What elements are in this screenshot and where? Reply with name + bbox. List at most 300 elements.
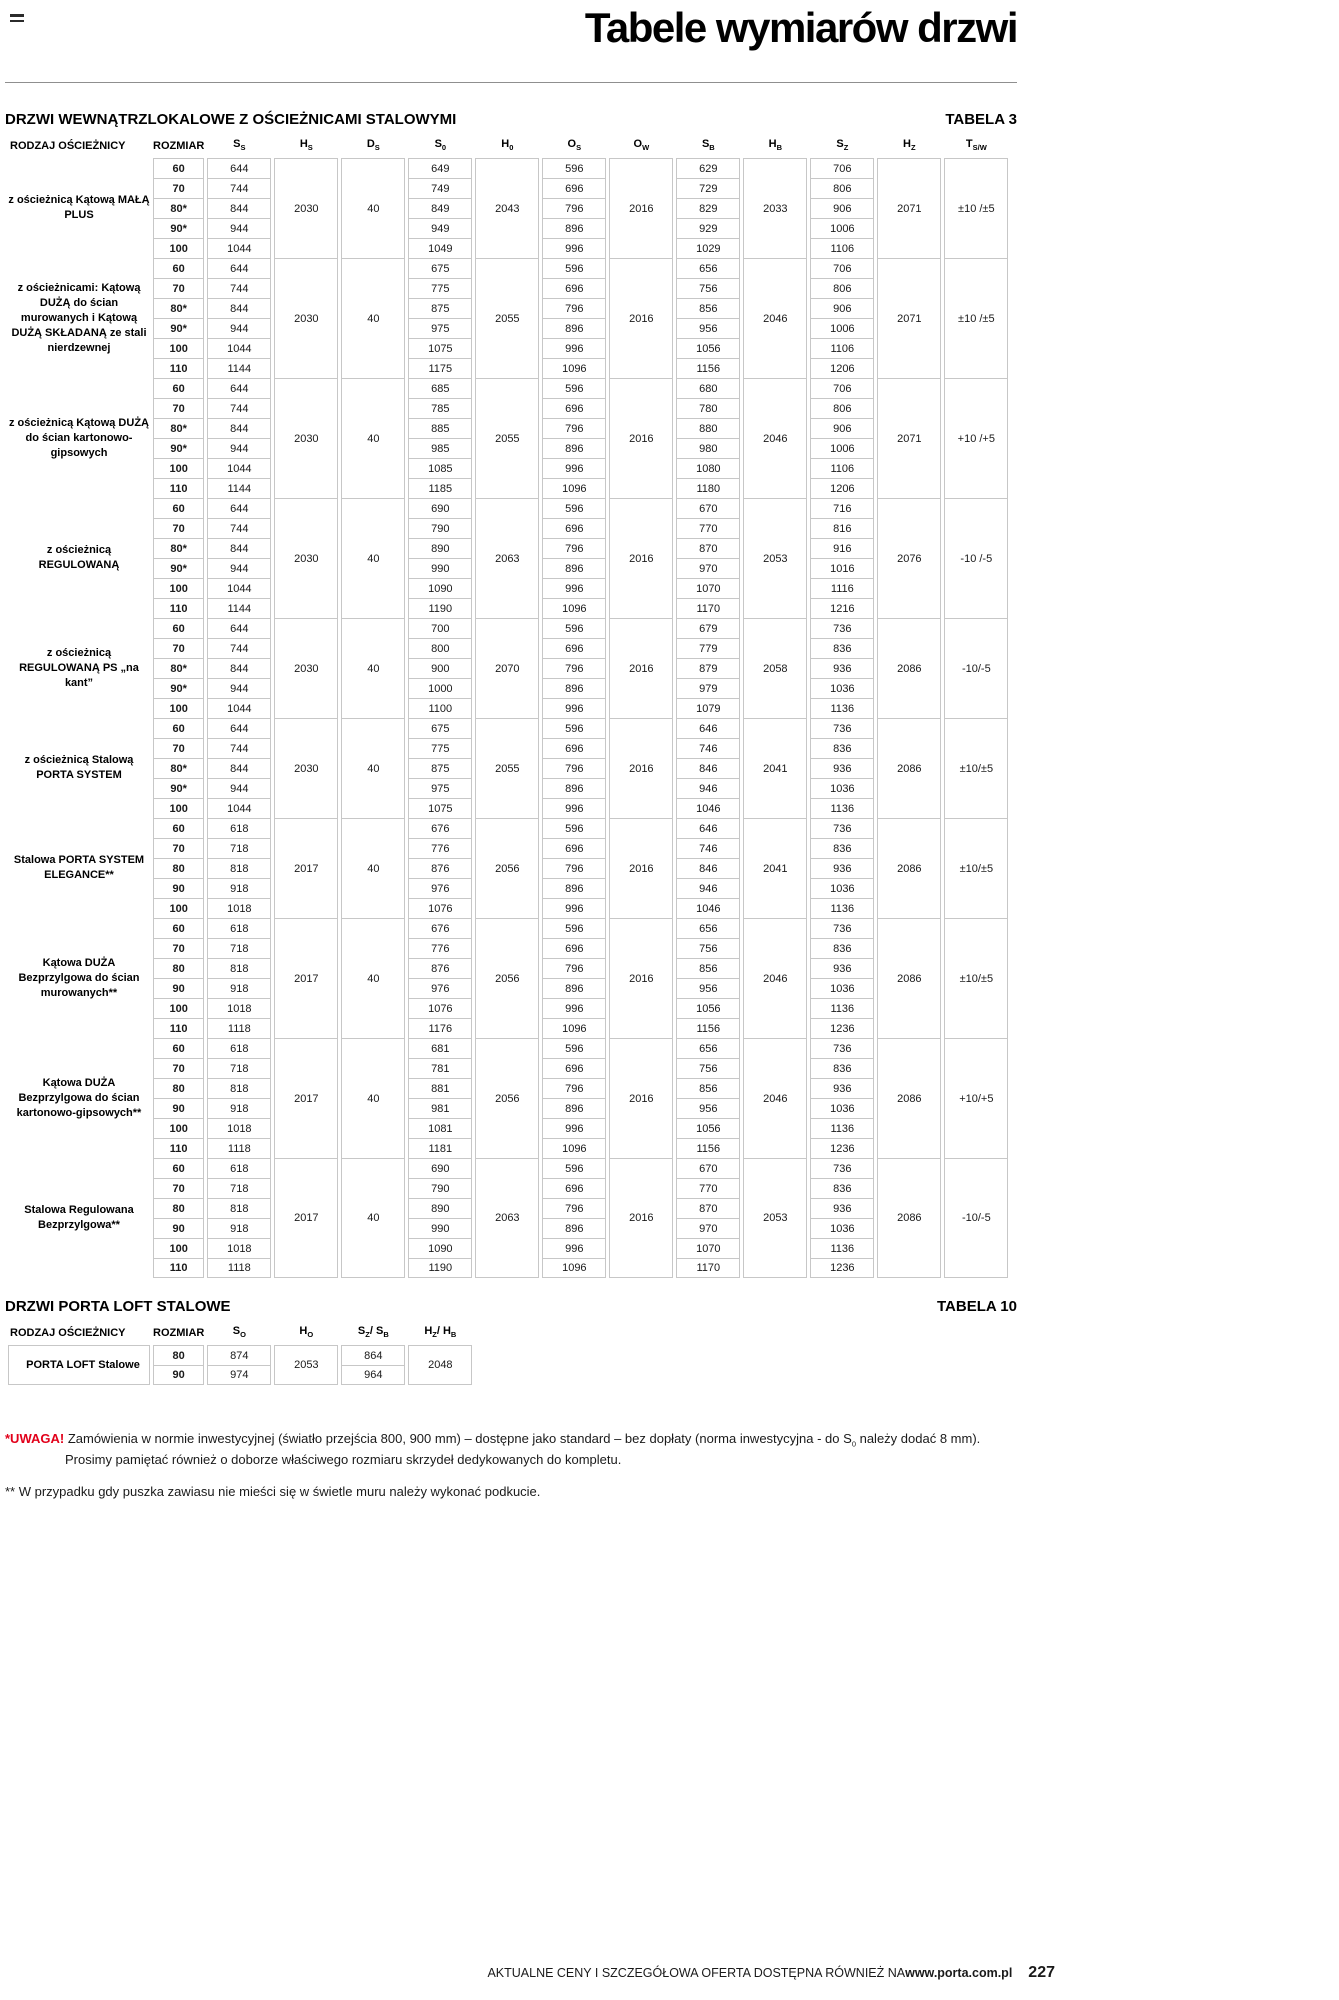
cell-h0: 2063: [475, 1158, 539, 1278]
cell-os: 796: [542, 198, 606, 218]
cell-ss: 944: [207, 218, 271, 238]
footnote-podkucie: ** W przypadku gdy puszka zawiasu nie mieści się w świetle muru należy wykonać podkucie.: [5, 1483, 541, 1499]
cell-os: 896: [542, 1098, 606, 1118]
cell-s0: 849: [408, 198, 472, 218]
cell-ss: 918: [207, 1218, 271, 1238]
cell-sb: 756: [676, 938, 740, 958]
cell-sz: 836: [810, 938, 874, 958]
table-row: [8, 1158, 1008, 1178]
cell-t: ±10/±5: [944, 818, 1008, 918]
cell-hz: 2076: [877, 498, 941, 618]
cell-os: 696: [542, 938, 606, 958]
cell-ds: 40: [341, 378, 405, 498]
cell-sz: 1016: [810, 558, 874, 578]
cell-sb: 946: [676, 878, 740, 898]
cell-ss: 844: [207, 298, 271, 318]
cell-rozmiar: 70: [153, 1178, 204, 1198]
cell-sb: 770: [676, 1178, 740, 1198]
footer-link[interactable]: www.porta.com.pl: [905, 1966, 1013, 1980]
cell-szsb: 864: [341, 1345, 405, 1365]
cell-ss: 944: [207, 678, 271, 698]
cell-s0: 1090: [408, 1238, 472, 1258]
cell-sz: 736: [810, 618, 874, 638]
cell-sz: 836: [810, 738, 874, 758]
cell-sb: 1080: [676, 458, 740, 478]
footer-text: AKTUALNE CENY I SZCZEGÓŁOWA OFERTA DOSTĘPNA RÓWNIEŻ NA: [487, 1966, 906, 1980]
cell-ow: 2016: [609, 498, 673, 618]
cell-ss: 1118: [207, 1138, 271, 1158]
cell-s0: 1190: [408, 1258, 472, 1278]
cell-os: 596: [542, 498, 606, 518]
cell-sz: 706: [810, 378, 874, 398]
col-header-ow: $O_W$: [633, 138, 650, 153]
cell-hz: 2071: [877, 378, 941, 498]
col-header-rozmiar: ROZMIAR: [153, 1327, 205, 1340]
cell-ss: 1018: [207, 998, 271, 1018]
cell-sz: 836: [810, 1058, 874, 1078]
cell-hz: 2071: [877, 158, 941, 258]
cell-rozmiar: 110: [153, 598, 204, 618]
cell-s0: 675: [408, 258, 472, 278]
cell-ss: 644: [207, 618, 271, 638]
cell-h0: 2070: [475, 618, 539, 718]
cell-rozmiar: 70: [153, 738, 204, 758]
cell-rozmiar: 100: [153, 1118, 204, 1138]
cell-ow: 2016: [609, 158, 673, 258]
cell-rozmiar: 80*: [153, 298, 204, 318]
frame-type-label: Stalowa Regulowana Bezprzylgowa**: [24, 1204, 134, 1232]
cell-s0: 890: [408, 1198, 472, 1218]
cell-rozmiar: 60: [153, 918, 204, 938]
cell-ow: 2016: [609, 258, 673, 378]
cell-ow: 2016: [609, 1158, 673, 1278]
cell-s0: 749: [408, 178, 472, 198]
cell-ds: 40: [341, 718, 405, 818]
cell-sz: 706: [810, 158, 874, 178]
col-header-rozmiar: ROZMIAR: [153, 140, 205, 153]
cell-rozmiar: 60: [153, 818, 204, 838]
cell-ss: 844: [207, 198, 271, 218]
cell-ss: 1144: [207, 358, 271, 378]
cell-s0: 1081: [408, 1118, 472, 1138]
cell-rozmiar: 100: [153, 338, 204, 358]
cell-sz: 1136: [810, 998, 874, 1018]
cell-sb: 970: [676, 558, 740, 578]
table10-container: [5, 1321, 1017, 1385]
cell-rozmiar: 90*: [153, 558, 204, 578]
cell-ss: 1018: [207, 1118, 271, 1138]
cell-s0: 1049: [408, 238, 472, 258]
col-header-ss: $S_S$: [233, 138, 246, 153]
cell-os: 596: [542, 258, 606, 278]
cell-os: 696: [542, 178, 606, 198]
section-title-tabela3: DRZWI WEWNĄTRZLOKALOWE Z OŚCIEŻNICAMI STALOWYMI: [5, 111, 457, 129]
cell-rozmiar: 110: [153, 478, 204, 498]
cell-sb: 870: [676, 538, 740, 558]
cell-ss: 844: [207, 418, 271, 438]
cell-rozmiar: 90: [153, 978, 204, 998]
cell-ss: 844: [207, 758, 271, 778]
section-header-tabela10: [5, 1298, 1017, 1315]
cell-os: 996: [542, 798, 606, 818]
table-row: [8, 158, 1008, 178]
cell-ss: 718: [207, 938, 271, 958]
cell-sz: 936: [810, 658, 874, 678]
cell-os: 796: [542, 858, 606, 878]
cell-sb: 746: [676, 838, 740, 858]
cell-ss: 818: [207, 958, 271, 978]
cell-sb: 1056: [676, 1118, 740, 1138]
cell-rozmiar: 100: [153, 798, 204, 818]
cell-os: 896: [542, 878, 606, 898]
cell-sb: 646: [676, 718, 740, 738]
cell-sb: 646: [676, 818, 740, 838]
cell-sz: 1006: [810, 438, 874, 458]
cell-rozmiar: 90: [153, 1098, 204, 1118]
cell-sb: 846: [676, 758, 740, 778]
cell-sz: 806: [810, 178, 874, 198]
cell-os: 896: [542, 1218, 606, 1238]
cell-sb: 1046: [676, 798, 740, 818]
header-row: [8, 134, 1008, 158]
cell-sz: 1136: [810, 798, 874, 818]
cell-s0: 675: [408, 718, 472, 738]
cell-sz: 1006: [810, 318, 874, 338]
cell-rozmiar: 80*: [153, 758, 204, 778]
cell-rozmiar: 70: [153, 1058, 204, 1078]
cell-sb: 856: [676, 958, 740, 978]
cell-ss: 1044: [207, 338, 271, 358]
col-header-os: $O_S$: [567, 138, 582, 153]
cell-sb: 870: [676, 1198, 740, 1218]
cell-s0: 790: [408, 518, 472, 538]
cell-os: 696: [542, 1058, 606, 1078]
cell-s0: 690: [408, 498, 472, 518]
cell-ss: 744: [207, 738, 271, 758]
cell-os: 596: [542, 1158, 606, 1178]
cell-os: 796: [542, 538, 606, 558]
cell-os: 996: [542, 698, 606, 718]
cell-sz: 1106: [810, 238, 874, 258]
frame-type-label: Kątowa DUŻA Bezprzylgowa do ścian kartonowo-gipsowych**: [16, 1077, 142, 1119]
cell-sz: 736: [810, 818, 874, 838]
menu-icon[interactable]: [10, 14, 24, 25]
cell-ow: 2016: [609, 718, 673, 818]
cell-ss: 918: [207, 978, 271, 998]
cell-os: 996: [542, 898, 606, 918]
cell-rozmiar: 90*: [153, 678, 204, 698]
cell-os: 596: [542, 918, 606, 938]
cell-s0: 900: [408, 658, 472, 678]
cell-hz: 2086: [877, 1158, 941, 1278]
cell-os: 896: [542, 318, 606, 338]
cell-os: 596: [542, 818, 606, 838]
cell-os: 996: [542, 458, 606, 478]
table-row: [8, 378, 1008, 398]
cell-sb: 629: [676, 158, 740, 178]
cell-s0: 890: [408, 538, 472, 558]
cell-sb: 979: [676, 678, 740, 698]
cell-sb: 880: [676, 418, 740, 438]
cell-rozmiar: 100: [153, 898, 204, 918]
cell-h0: 2055: [475, 258, 539, 378]
cell-s0: 785: [408, 398, 472, 418]
cell-s0: 881: [408, 1078, 472, 1098]
cell-sz: 936: [810, 1078, 874, 1098]
cell-rozmiar: 60: [153, 618, 204, 638]
cell-s0: 690: [408, 1158, 472, 1178]
cell-hz: 2086: [877, 1038, 941, 1158]
frame-type-label: z ościeżnicami: Kątową DUŻĄ do ścian murowanych i Kątową DUŻĄ SKŁADANĄ ze stali nierdzewnej: [11, 282, 147, 354]
cell-os: 1096: [542, 1138, 606, 1158]
col-header-hb: $H_B$: [768, 138, 783, 153]
cell-os: 796: [542, 298, 606, 318]
cell-os: 596: [542, 378, 606, 398]
cell-sb: 829: [676, 198, 740, 218]
cell-ss: 718: [207, 1178, 271, 1198]
cell-rozmiar: 90: [153, 1365, 204, 1385]
cell-rozmiar: 80: [153, 958, 204, 978]
cell-sz: 1006: [810, 218, 874, 238]
cell-t: -10/-5: [944, 1158, 1008, 1278]
cell-hb: 2053: [743, 498, 807, 618]
cell-s0: 975: [408, 318, 472, 338]
cell-os: 1096: [542, 1258, 606, 1278]
cell-sb: 1180: [676, 478, 740, 498]
cell-rozmiar: 90: [153, 878, 204, 898]
frame-type-label: Kątowa DUŻA Bezprzylgowa do ścian murowanych**: [18, 957, 140, 999]
cell-sz: 736: [810, 918, 874, 938]
cell-sb: 929: [676, 218, 740, 238]
cell-sb: 956: [676, 318, 740, 338]
cell-rozmiar: 60: [153, 718, 204, 738]
cell-h0: 2063: [475, 498, 539, 618]
cell-os: 896: [542, 218, 606, 238]
cell-os: 1096: [542, 1018, 606, 1038]
cell-sz: 1206: [810, 358, 874, 378]
cell-ss: 1044: [207, 698, 271, 718]
cell-h0: 2055: [475, 378, 539, 498]
cell-sz: 806: [810, 398, 874, 418]
col-header-rodzaj: RODZAJ OŚCIEŻNICY: [10, 1327, 126, 1340]
cell-sb: 679: [676, 618, 740, 638]
cell-ss: 1044: [207, 238, 271, 258]
cell-t: +10 /+5: [944, 378, 1008, 498]
cell-s0: 985: [408, 438, 472, 458]
col-header-ds: $D_S$: [366, 138, 380, 153]
cell-sz: 1036: [810, 678, 874, 698]
cell-s0: 885: [408, 418, 472, 438]
cell-os: 896: [542, 438, 606, 458]
footnotes: [5, 1429, 1015, 1501]
cell-s0: 1100: [408, 698, 472, 718]
col-header-hzhb: $H_Z/$ $H_B$: [424, 1325, 457, 1340]
header-row: [8, 1321, 472, 1345]
cell-s0: 990: [408, 1218, 472, 1238]
cell-sb: 656: [676, 918, 740, 938]
cell-sb: 1156: [676, 358, 740, 378]
cell-hb: 2058: [743, 618, 807, 718]
cell-hs: 2017: [274, 818, 338, 918]
cell-rozmiar: 80*: [153, 538, 204, 558]
col-header-rodzaj: RODZAJ OŚCIEŻNICY: [10, 140, 126, 153]
frame-type-label: z ościeżnicą Stalową PORTA SYSTEM: [24, 754, 134, 782]
cell-sb: 1156: [676, 1018, 740, 1038]
cell-sz: 736: [810, 718, 874, 738]
cell-s0: 776: [408, 838, 472, 858]
cell-ss: 744: [207, 638, 271, 658]
cell-sb: 1079: [676, 698, 740, 718]
cell-t: ±10 /±5: [944, 258, 1008, 378]
cell-hb: 2046: [743, 918, 807, 1038]
cell-os: 696: [542, 838, 606, 858]
cell-sz: 1236: [810, 1138, 874, 1158]
cell-ss: 644: [207, 258, 271, 278]
cell-ss: 1044: [207, 578, 271, 598]
cell-sb: 656: [676, 1038, 740, 1058]
cell-s0: 981: [408, 1098, 472, 1118]
cell-sb: 680: [676, 378, 740, 398]
cell-t: ±10/±5: [944, 918, 1008, 1038]
cell-t: ±10/±5: [944, 718, 1008, 818]
cell-s0: 990: [408, 558, 472, 578]
cell-ss: 818: [207, 1198, 271, 1218]
cell-sb: 1156: [676, 1138, 740, 1158]
cell-rozmiar: 90*: [153, 778, 204, 798]
cell-sz: 716: [810, 498, 874, 518]
cell-ss: 944: [207, 318, 271, 338]
cell-sb: 756: [676, 1058, 740, 1078]
cell-os: 896: [542, 778, 606, 798]
cell-ss: 1144: [207, 598, 271, 618]
cell-os: 1096: [542, 598, 606, 618]
cell-sb: 856: [676, 1078, 740, 1098]
cell-ss: 1144: [207, 478, 271, 498]
cell-hb: 2046: [743, 1038, 807, 1158]
cell-os: 596: [542, 1038, 606, 1058]
cell-ss: 1118: [207, 1018, 271, 1038]
menu-icon-bar: [10, 20, 24, 23]
cell-ss: 644: [207, 158, 271, 178]
cell-os: 596: [542, 158, 606, 178]
cell-so: 974: [207, 1365, 271, 1385]
cell-s0: 875: [408, 298, 472, 318]
cell-s0: 1076: [408, 898, 472, 918]
cell-sz: 836: [810, 1178, 874, 1198]
cell-hb: 2041: [743, 718, 807, 818]
cell-sz: 1036: [810, 978, 874, 998]
cell-os: 896: [542, 678, 606, 698]
cell-rozmiar: 90*: [153, 318, 204, 338]
col-header-ho: $H_O$: [299, 1325, 314, 1340]
cell-hz: 2086: [877, 918, 941, 1038]
cell-sz: 906: [810, 298, 874, 318]
table3-container: [5, 134, 1017, 1278]
cell-ss: 944: [207, 778, 271, 798]
cell-ow: 2016: [609, 918, 673, 1038]
cell-os: 996: [542, 578, 606, 598]
cell-s0: 649: [408, 158, 472, 178]
cell-rozmiar: 70: [153, 398, 204, 418]
cell-sb: 729: [676, 178, 740, 198]
cell-os: 796: [542, 1198, 606, 1218]
cell-sb: 1070: [676, 578, 740, 598]
cell-ds: 40: [341, 158, 405, 258]
cell-sz: 1036: [810, 1098, 874, 1118]
col-header-hs: $H_S$: [299, 138, 313, 153]
cell-sz: 1116: [810, 578, 874, 598]
cell-os: 896: [542, 558, 606, 578]
cell-sz: 1216: [810, 598, 874, 618]
cell-sb: 956: [676, 978, 740, 998]
frame-type-label: Stalowa PORTA SYSTEM ELEGANCE**: [13, 854, 145, 882]
cell-sb: 1070: [676, 1238, 740, 1258]
cell-hs: 2030: [274, 618, 338, 718]
cell-ss: 744: [207, 178, 271, 198]
col-header-sb: $S_B$: [701, 138, 715, 153]
cell-rozmiar: 110: [153, 1018, 204, 1038]
cell-s0: 1175: [408, 358, 472, 378]
cell-t: +10/+5: [944, 1038, 1008, 1158]
page-title: Tabele wymiarów drzwi: [584, 4, 1017, 51]
cell-sb: 746: [676, 738, 740, 758]
cell-sz: 736: [810, 1158, 874, 1178]
table-row: [8, 1345, 472, 1365]
cell-ss: 918: [207, 1098, 271, 1118]
cell-s0: 1181: [408, 1138, 472, 1158]
cell-ss: 718: [207, 1058, 271, 1078]
cell-os: 996: [542, 1118, 606, 1138]
cell-sz: 906: [810, 418, 874, 438]
cell-s0: 700: [408, 618, 472, 638]
cell-ss: 818: [207, 858, 271, 878]
cell-hz: 2086: [877, 718, 941, 818]
cell-rozmiar: 70: [153, 838, 204, 858]
col-header-t: $T_{S/W}$: [965, 138, 987, 153]
cell-ss: 744: [207, 278, 271, 298]
cell-rozmiar: 80*: [153, 418, 204, 438]
cell-h0: 2055: [475, 718, 539, 818]
col-header-sz: $S_Z$: [836, 138, 849, 153]
porta-loft-table: [5, 1321, 475, 1385]
cell-s0: 775: [408, 738, 472, 758]
cell-sz: 936: [810, 858, 874, 878]
cell-sb: 1170: [676, 598, 740, 618]
cell-sz: 916: [810, 538, 874, 558]
cell-sz: 1206: [810, 478, 874, 498]
cell-ss: 744: [207, 518, 271, 538]
cell-rozmiar: 70: [153, 518, 204, 538]
cell-rozmiar: 110: [153, 358, 204, 378]
cell-s0: 1075: [408, 338, 472, 358]
cell-hb: 2046: [743, 258, 807, 378]
cell-ow: 2016: [609, 818, 673, 918]
cell-hb: 2033: [743, 158, 807, 258]
cell-ss: 618: [207, 918, 271, 938]
cell-s0: 685: [408, 378, 472, 398]
cell-rozmiar: 80: [153, 1078, 204, 1098]
cell-s0: 976: [408, 978, 472, 998]
cell-sb: 956: [676, 1098, 740, 1118]
header-divider: [5, 82, 1017, 83]
cell-h0: 2043: [475, 158, 539, 258]
frame-type-label: z ościeżnicą Kątową DUŻĄ do ścian kartonowo-gipsowych: [9, 417, 149, 459]
cell-os: 796: [542, 1078, 606, 1098]
cell-sz: 1106: [810, 458, 874, 478]
cell-sz: 706: [810, 258, 874, 278]
page-content: [5, 0, 1017, 1501]
frame-type-label: z ościeżnicą REGULOWANĄ: [38, 544, 120, 572]
